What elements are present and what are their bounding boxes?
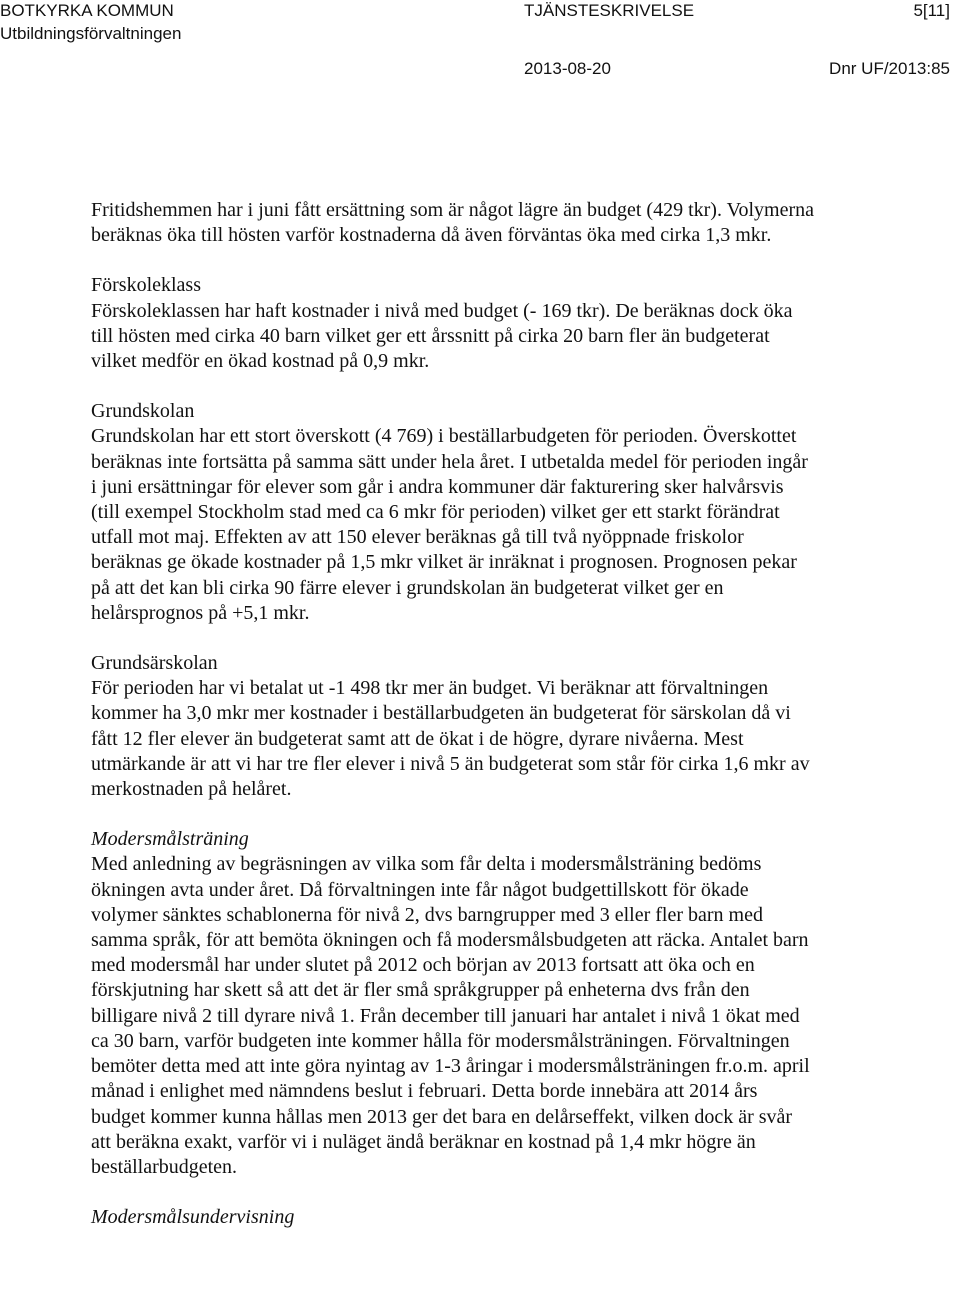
page-number: 5[11]: [913, 1, 950, 20]
section-modersmalsundervisning: [91, 1205, 816, 1230]
fritids-paragraph: Fritidshemmen har i juni fått ersättning som är något lägre än budget (429 tkr). Volymerna beräknas öka till hösten varför kostnaderna då även förväntas öka med cirka 1,3 mkr.: [91, 199, 814, 247]
department-name: Utbildningsförvaltningen: [0, 24, 182, 43]
section-heading-forskoleklass: Förskoleklass: [91, 274, 201, 297]
organization-name: BOTKYRKA KOMMUN: [0, 1, 174, 20]
section-heading-modersmalstraning: Modersmålsträning: [91, 828, 249, 851]
document-body: [91, 198, 816, 1230]
section-text-grundskolan: Grundskolan har ett stort överskott (4 769) i beställarbudgeten för perioden. Överskottet beräknas inte fortsätta på samma sätt under hela året. I utbetalda medel för perioden ingår i juni ersättningar för elever som går i andra kommuner där fakturering sker halvårsvis (till exempel Stockholm stad med ca 6 mkr för perioden) vilket ger ett starkt förändrat utfall mot maj. Effekten av att 150 elever beräknas gå till två nyöppnade friskolor beräknas ge ökade kostnader på 1,5 mkr vilket är inräknat i prognosen. Prognosen pekar på att det kan bli cirka 90 färre elever i grundskolan än budgeterat vilket ger en helårsprognos på +5,1 mkr.: [91, 425, 808, 624]
section-text-modersmalstraning: Med anledning av begräsningen av vilka som får delta i modersmålsträning bedöms ökningen avta under året. Då förvaltningen inte får något budgettillskott för ökade volymer sänktes schablonerna för nivå 2, dvs barngrupper med 3 eller fler barn med samma språk, för att bemöta ökningen och få modersmålsbudgeten att räcka. Antalet barn med modersmål har under slutet på 2012 och början av 2013 fortsatt att öka och en förskjutning har skett så att det är fler små språkgrupper på enheterna dvs från den billigare nivå 2 till dyrare nivå 1. Från december till januari har antalet i nivå 1 ökat med ca 30 barn, varför budgeten inte kommer hålla för modersmålsträningen. Förvaltningen bemöter detta med att inte göra nyintag av 1-3 åringar i modersmålsträningen fr.o.m. april månad i enlighet med nämndens beslut i februari. Detta borde innebära att 2014 års budget kommer kunna hållas men 2013 ger det bara en delårseffekt, vilken dock är svår att beräkna exakt, varför vi i nuläget ändå beräknar en kostnad på 1,4 mkr högre än beställarbudgeten.: [91, 853, 810, 1178]
section-text-forskoleklass: Förskoleklassen har haft kostnader i nivå med budget (- 169 tkr). De beräknas dock öka till hösten med cirka 40 barn vilket ger ett årssnitt på cirka 20 barn fler än budgeterat vilket medför en ökad kostnad på 0,9 mkr.: [91, 299, 793, 373]
section-text-grundsarskolan: För perioden har vi betalat ut -1 498 tkr mer än budget. Vi beräknar att förvaltningen kommer ha 3,0 mkr mer kostnader i beställarbudgeten än budgeterat för särskolan då vi fått 12 fler elever än budgeterat samt att de ökat i de högre, dyrare nivåerna. Mest utmärkande är att vi har tre fler elever i nivå 5 än budgeterat som står för cirka 1,6 mkr av merkostnaden på helåret.: [91, 677, 810, 801]
section-heading-modersmalsundervisning: Modersmålsundervisning: [91, 1206, 295, 1229]
document-reference-number: Dnr UF/2013:85: [829, 59, 950, 78]
section-heading-grundsarskolan: Grundsärskolan: [91, 652, 218, 675]
page-header: [0, 0, 960, 80]
section-forskoleklass: [91, 273, 816, 374]
section-grundskolan: [91, 399, 816, 626]
document-type: TJÄNSTESKRIVELSE: [524, 1, 695, 20]
section-heading-grundskolan: Grundskolan: [91, 400, 195, 423]
document-date: 2013-08-20: [524, 59, 611, 78]
section-modersmalstraning: [91, 827, 816, 1180]
section-grundsarskolan: [91, 651, 816, 802]
